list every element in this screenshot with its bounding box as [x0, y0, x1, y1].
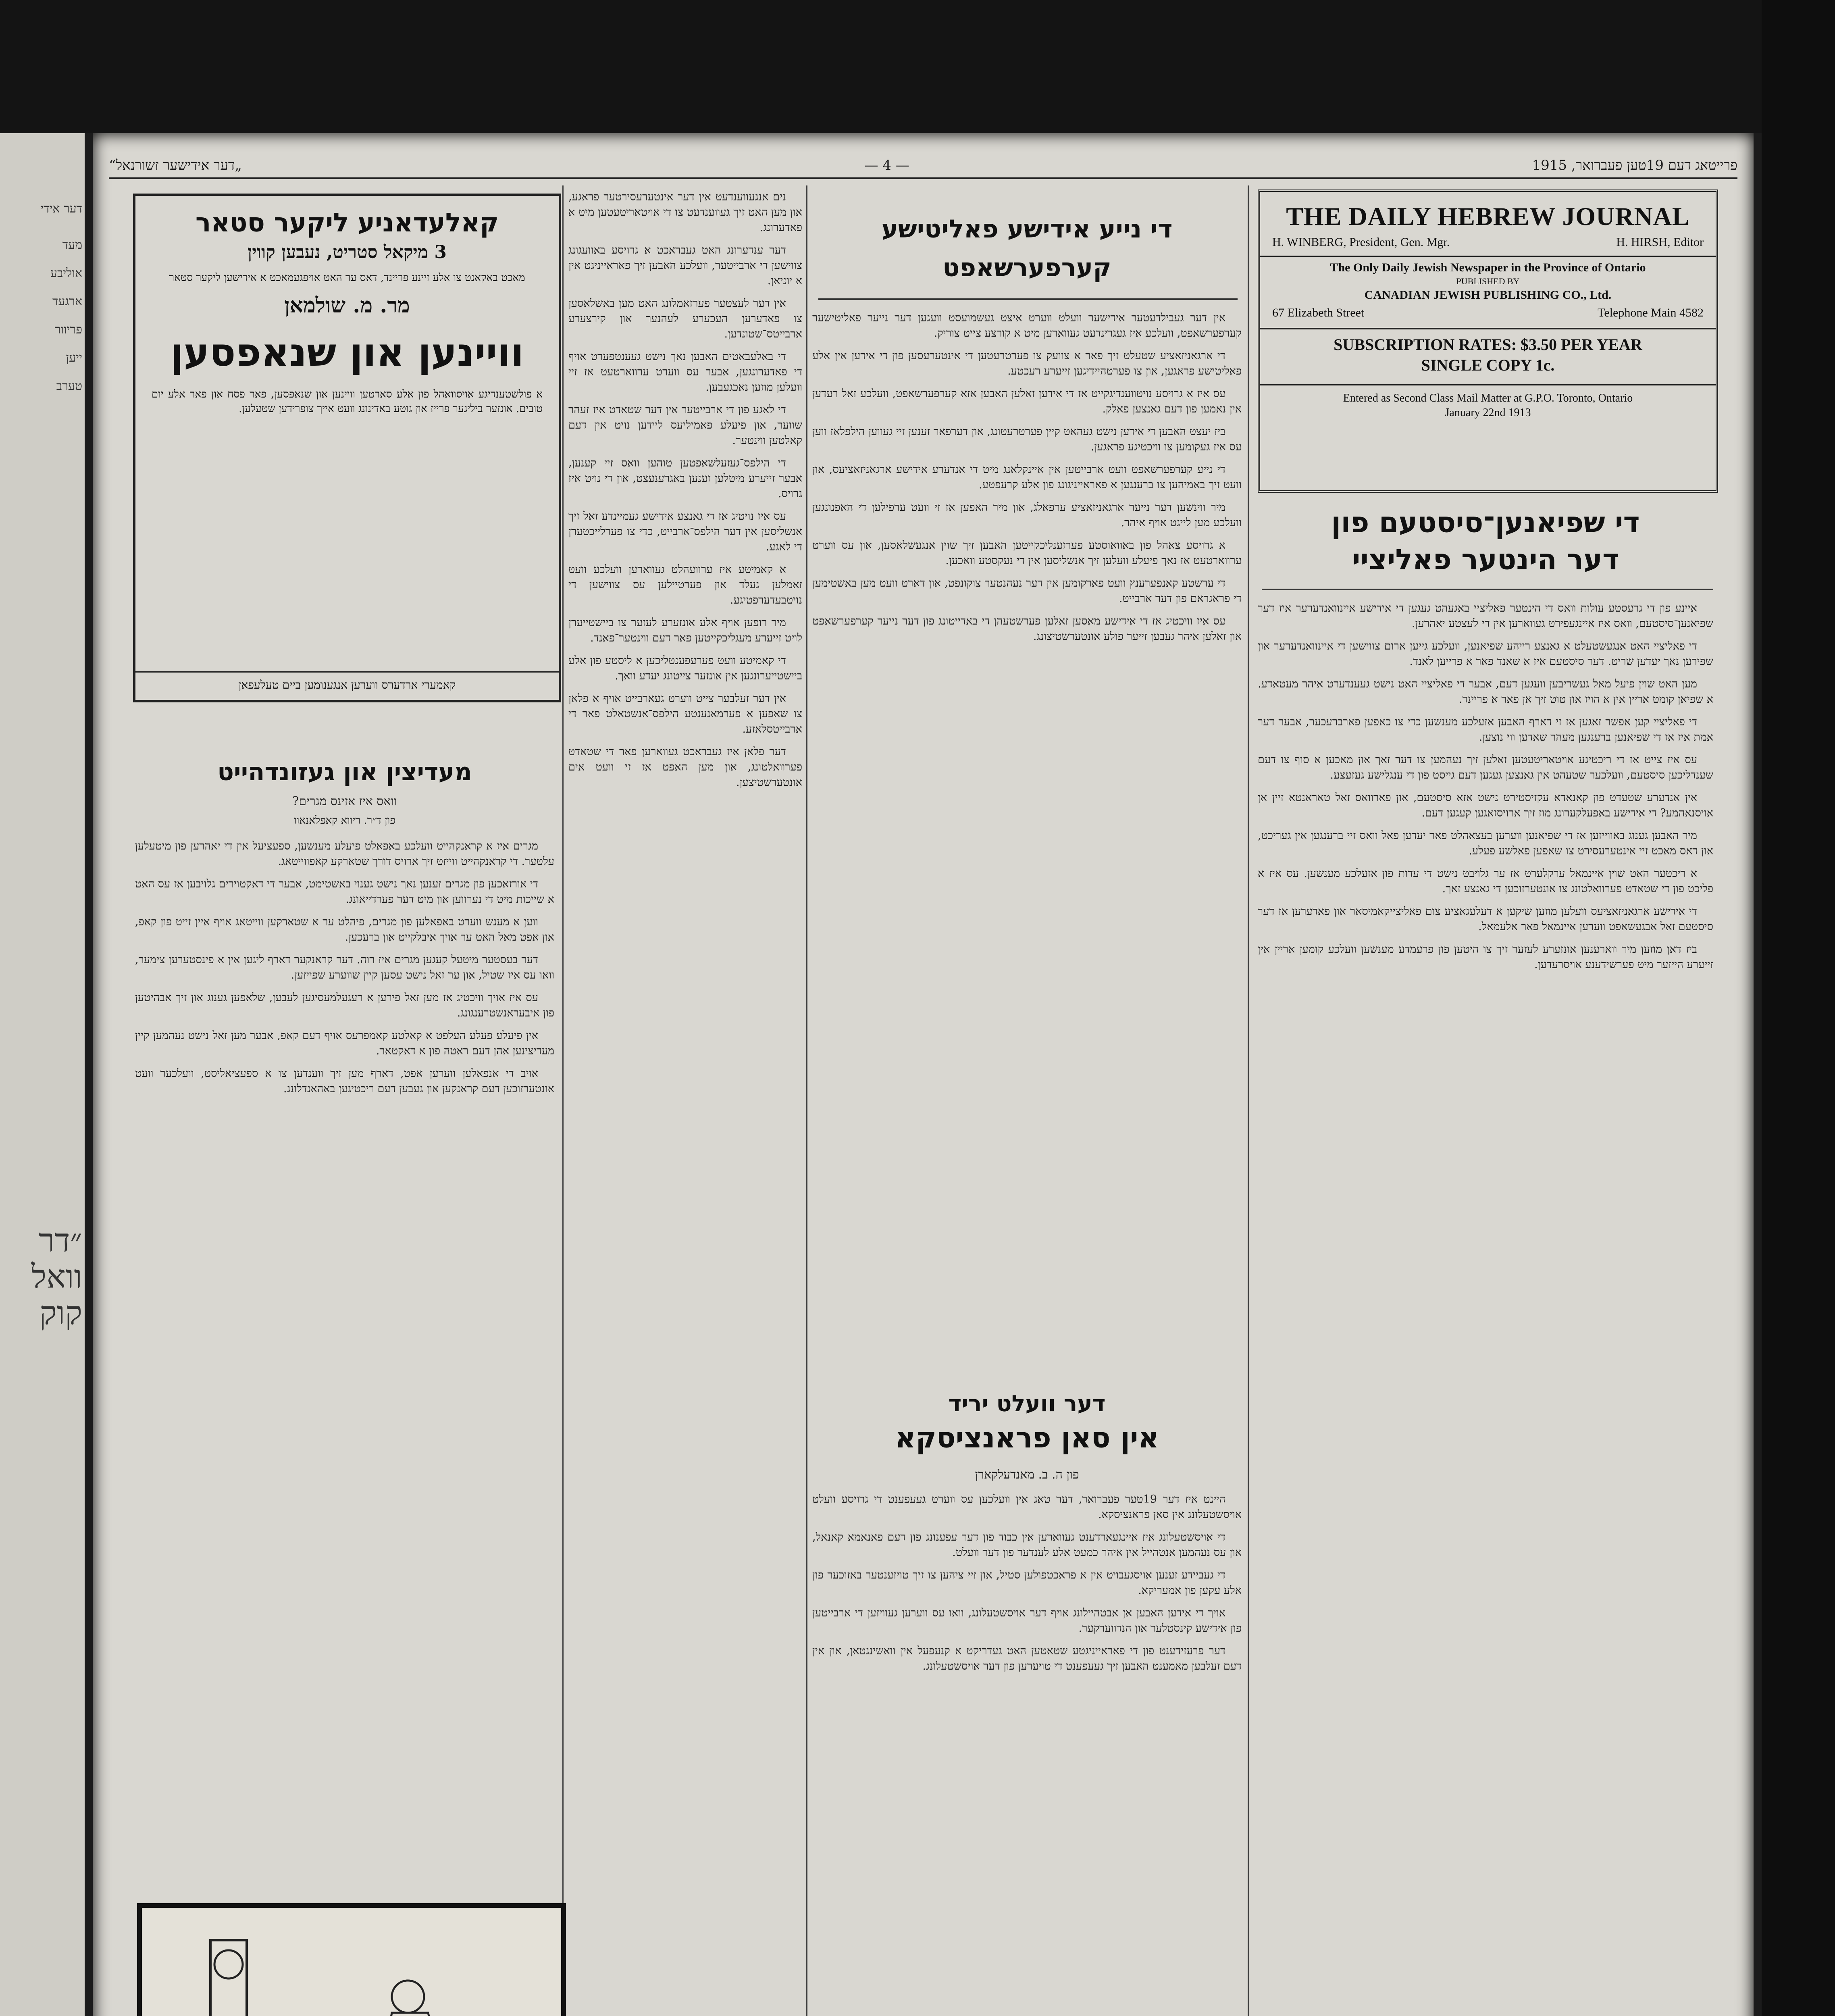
fair-headline-line1: דער וועלט יריד	[948, 1391, 1106, 1417]
newspaper-name: „דער אידישער זשורנאל“	[109, 157, 242, 173]
single-copy-price: SINGLE COPY 1c.	[1421, 356, 1555, 374]
store-footer: קאמערי ארדערס ווערען אנגענומען ביים טעלעפאן	[135, 671, 559, 692]
liquor-store-ad	[133, 194, 561, 702]
store-owner: מר. מ. שולמאן	[284, 293, 410, 318]
political-article-body: אין דער געבילדעטער אידישער וועלט ווערט איצט געשמועסט וועגען דער נייער פאליטישער קערפערשאפט, וועלכע איז געגרינדעט געווארען מיט א קורצע צייט צוריק. די ארגאניזאציע שטעלט זיך פאר א צוועק צו פערטרעטען די אינטערעסען פון די אידען אין אלע פאליטישע פראגען, און צו פערטהיידיגען זייערע רעכטע. עס איז א גרויסע נויטווענדיגקייט אז די אידען זאלען האבען אזא קערפערשאפט, וועלכע זאל רעדען אין נאמען פון דעם גאנצען פאלק. ביז יעצט האבען די אידען נישט געהאט קיין פערטרעטונג, און דערפאר זענען זיי געווען הילפלאז ווען עס איז געקומען צו וויכטיגע פראגען. די נייע קערפערשאפט וועט ארבייטען אין איינקלאנג מיט די אנדערע אידישע ארגאניזאציעס, און וועט זיך באמיהען צו ברענגען א פאראייניגונג פון אלע קרעפטע. מיר ווינשען דער נייער ארגאניזאציע ערפאלג, און מיר האפען אז זי וועט ערפילען די האפנונגען וועלכע מען לייגט אויף איהר. א גרויסע צאהל פון באוואוסטע פערזענליכקייטען האבען זיך שוין אנגעשלאסען, און עס ווערט ערווארטעט אז נאך פיעלע וועלען זיך אנשליסען אין די נעקסטע וואכען. די ערשטע קאנפערענץ וועט פארקומען אין דער נעהנטער צוקונפט, און דארט וועט מען באשטימען די פראגראם פון דער ארבייט. עס איז וויכטיג אז די אידישע מאסען זאלען פערשטעהן די באדייטונג פון דער נייער קערפערשאפט און זאלען איהר געבען זייער פולע אונטערשטיצונג.	[812, 312, 1242, 643]
masthead-tagline: The Only Daily Jewish Newspaper in the Province of Ontario	[1260, 256, 1716, 275]
masthead-president: H. WINBERG, President, Gen. Mgr.	[1272, 235, 1450, 249]
masthead-publisher: CANADIAN JEWISH PUBLISHING CO., Ltd.	[1364, 288, 1612, 302]
masthead-telephone: Telephone Main 4582	[1598, 306, 1704, 319]
postal-entry-notice	[1260, 384, 1716, 420]
worlds-fair-headline	[810, 1387, 1244, 1455]
store-address: 3 מיקאל סטריט, נעבען קווין	[248, 242, 447, 262]
health-headline: מעדיצין און געזונדהייט	[217, 758, 472, 786]
column-rule	[1248, 185, 1249, 2016]
running-head	[109, 153, 1737, 179]
masthead-box	[1258, 190, 1718, 493]
health-subheadline: וואס איז אזינס מגרים?	[292, 794, 397, 808]
headline-rule	[1262, 589, 1713, 590]
column-rule	[562, 185, 564, 2016]
store-intro-text: מאכט באקאנט צו אלע זיינע פריינד, דאס ער האט אויפגעמאכט א אידישען ליקער סטאר	[169, 272, 525, 284]
political-headline-line2: קערפערשאפט	[942, 253, 1111, 282]
cowans-cocoa-ad	[137, 1903, 566, 2016]
headline-rule	[818, 298, 1238, 300]
page-number: — 4 —	[864, 157, 909, 173]
health-byline: פון ד״ר. ריווא קאפלאנאוו	[294, 814, 395, 827]
fair-article-body: היינט איז דער 19טער פעברואר, דער טאג אין וועלכען עס ווערט געעפענט די גרויסע וועלט אויסשטעלונג אין סאן פראנציסקא. די אויסשטעלונג איז איינגעארדענט געווארען אין כבוד פון דער עפענונג פון דעם פאנאמא קאנאל, און עס נעהמען אנטהייל אין איהר כמעט אלע לענדער פון דער וועלט. די געביידע זענען אויסגעבויט אין א פראכטפולען סטיל, און זיי ציהען צו זיך טויזענטער באזוכער פון אלע עקען פון אמעריקא. אויך די אידען האבען אן אבטהיילונג אויף דער אויסשטעלונג, וואו עס ווערען געוויזען די ארבייטען פון אידישע קינסטלער און הנדווערקער. דער פרעזידענט פון די פאראייניגטע שטאטען האט געדריקט א קנעפעל אין וואשינגטאן, און אין דעם זעלבען מאמענט האבען זיך געעפענט די טויערען פון דער אויסשטעלונג.	[812, 1493, 1242, 1672]
continuation-column-body: נים אנגעווענדעט אין דער אינטערעסירטער פראגע, און מען האט זיך געווענדעט צו די אויטאריטעטען מיט א פאדערונג. דער ענדערונג האט געבראכט א גרויסע באוועגונג צווישען די ארבייטער, וועלכע האבען זיך פאראייניגט אין א יוניאן. אין דער לעצטער פערזאמלונג האט מען באשלאסען צו פאדערען העכערע לעהנער און קירצערע ארבייטס־שטונדען. די באלעבאטים האבען נאך נישט געענטפערט אויף די פאדערונגען, אבער עס ווערט ערווארטעט אז זיי וועלען מוזען נאכגעבען. די לאגע פון די ארבייטער אין דער שטאדט איז זעהר שווער, און פיעלע פאמיליעס ליידען נויט אין דעם קאלטען ווינטער. די הילפס־געזעלשאפטען טוהען וואס זיי קענען, אבער זייערע מיטלען זענען באגרענעצט, און די נויט איז גרויס. עס איז נויטיג אז די גאנצע אידישע געמיינדע זאל זיך אנשליסען אין דער הילפס־ארבייט, כדי צו פערלייכטערן די לאגע. א קאמיטע איז ערוועהלט געווארען וועלכע וועט זאמלען געלד און פערטיילען עס צווישען די נויטבעדערפטיגע. מיר רופען אויף אלע אונזערע לעזער צו ביישטייערן לויט זייערע מעגליכקייטען פאר דעם ווינטער־פאנד. די קאמיטע וועט פערעפענטליכען א ליסטע פון אלע ביישטייערונגען אין אונזער צייטונג יעדע וואך. אין דער זעלבער צייט ווערט געארבייט אויף א פלאן צו שאפען א פערמאנענטע הילפס־אנשטאלט פאר די ארבייטסלאזע. דער פלאן איז געבראכט געווארען פאר די שטאדט פערוואלטונג, און מען האפט אז זי וועט אים אונטערשטיצען.	[568, 191, 802, 789]
masthead-editor: H. HIRSH, Editor	[1616, 235, 1704, 249]
adjacent-page-strip: דער אידי מעד אוליבע ארגעד פריוור ייען טערב ״דר וואל קוק	[0, 133, 85, 2016]
masthead-title: THE DAILY HEBREW JOURNAL	[1286, 202, 1690, 231]
health-article-body: מגרים איז א קראנקהייט וועלכע באפאלט פיעלע מענשען, ספעציעל אין די יאהרען פון מיטעלען עלטער. די קראנקהייט ווייזט זיך ארויס דורך שטארקע קאפווייטאג. די אורזאכען פון מגרים זענען נאך נישט גענוי באשטימט, אבער די דאקטוירים גלויבען אז עס האט א שייכות מיט די נערווען און מיט דער פערדייאונג. ווען א מענש ווערט באפאלען פון מגרים, פיהלט ער א שטארקען ווייטאג אויף איין זייט פון קאפ, און אפט מאל האט ער אויך איבלקייט און ברעכען. דער בעסטער מיטעל קעגען מגרים איז רוה. דער קראנקער דארף ליגען אין א פינסטערען צימער, וואו עס איז שטיל, און ער זאל נישט עסען קיין שווערע שפייזען. עס איז אויך וויכטיג אז מען זאל פירען א רעגעלמעסיגען לעבען, שלאפען גענוג און זיך אבהיטען פון איבעראנשטרענגונג. אין פיעלע פעלע העלפט א קאלטע קאמפרעס אויף דעם קאפ, אבער מען זאל נישט נעהמען קיין מעדיצינען אהן דעם ראטה פון א דאקטאר. אויב די אנפאלען ווערען אפט, דארף מען זיך ווענדען צו א ספעציאליסט, וועלכער וועט אונטערזוכען דעם קראנקען און געבען דעם ריכטיגען באהאנדלונג.	[135, 840, 554, 1095]
postal-entry-line: Entered as Second Class Mail Matter at G.P.O. Toronto, Ontario	[1343, 392, 1633, 404]
spying-headline	[1254, 504, 1717, 578]
scan-right-border	[1762, 0, 1835, 2016]
spying-headline-line1: די שפיאנען־סיסטעם פון	[1331, 506, 1640, 539]
masthead-address: 67 Elizabeth Street	[1272, 306, 1365, 319]
masthead-published-by: PUBLISHED BY	[1456, 276, 1520, 286]
subscription-rates: SUBSCRIPTION RATES: $3.50 PER YEAR	[1260, 328, 1716, 354]
fair-headline-line2: אין סאן פראנציסקא	[895, 1421, 1159, 1454]
store-wines-headline: וויינען און שנאפסען	[170, 330, 524, 375]
running-head-date: פרייטאג דעם 19טען פעברואר, 1915	[1532, 157, 1737, 173]
political-headline-line1: די נייע אידישע פאליטישע	[881, 214, 1173, 244]
fair-byline: פון ה. ב. מאנדעלקארן	[975, 1468, 1079, 1482]
column-rule	[806, 185, 807, 2016]
family-illustration	[150, 1916, 553, 2016]
postal-entry-date: January 22nd 1913	[1445, 406, 1531, 419]
store-body-text: א פולשטענדיגע אויסוואהל פון אלע סארטען וויינען און שנאפסען, פאר פסח און פאר אלע יום טובים. אונזער ביליגער פרייז און גוטע באדינונג וועט אייך צופרידען שטעלען.	[152, 388, 543, 415]
store-title: קאלעדאניע ליקער סטאר	[195, 208, 499, 238]
political-body-headline	[810, 210, 1244, 287]
scan-top-border	[0, 0, 1835, 133]
spying-headline-line2: דער הינטער פאליציי	[1352, 543, 1619, 576]
spying-article-body: איינע פון די גרעסטע עולות וואס די הינטער פאליציי באגעהט געגען די אידישע איינוואנדערער איז דער שפיאנען־סיסטעם, וואס איז איינגעפירט געווארען אין די לעצטע יאהרען. די פאליציי האט אנגעשטעלט א גאנצע רייהע שפיאנען, וועלכע גייען ארום צווישען די איינוואנדערער און שפירען נאך יעדען שריט. דער סיסטעם איז א שאנד פאר א פרייען לאנד. מען האט שוין פיעל מאל געשריבען וועגען דעם, אבער די פאליציי האט נישט געענדערט איהר מעטאדע. א שפיאן קומט אריין אין א הויז און טוט זיך אן פאר א פריינד. די פאליציי קען אפשר זאגען אז זי דארף האבען אזעלכע מענשען כדי צו כאפען פארברעכער, אבער דער אמת איז אז די שפיאנען ברענגען מעהר שאדען ווי נוצען. עס איז צייט אז די ריכטיגע אויטאריטעטען זאלען זיך נעהמען צו דער זאך און מאכען א סוף צו דעם שענדליכען סיסטעם, וועלכער שטעהט אין גאנצען געגען דעם גייסט פון די ענגלישע געזעצע. אין אנדערע שטעדט פון קאנאדא עקזיסטירט נישט אזא סיסטעם, און פארוואס זאל טאראנטא זיין אן אויסנאהמע? די אידישע באפעלקערונג מוז זיך ארויסזאגען קעגען דעם. מיר האבען גענוג באווייזען אז די שפיאנען ווערען בעצאהלט פאר יעדען פאל וואס זיי ברענגען אין געריכט, און דאס מאכט זיי אינטערעסירט צו שאפען פאלשע פעלע. א ריכטער האט שוין איינמאל ערקלערט אז ער גלויבט נישט די עדות פון אזעלכע מענשען. עס איז א פליכט פון די שטאדט פערוואלטונג צו אונטערזוכען די גאנצע זאך. די אידישע ארגאניזאציעס וועלען מוזען שיקען א דעלעגאציע צום פאליצייקאמיסאר און פאדערען אז דער סיסטעם זאל אבגעשאפט ווערען איינמאל פאר אלעמאל. ביז דאן מוזען מיר ווארענען אונזערע לעזער זיך צו היטען פון פרעמדע מענשען וועלכע קומען אריין אין זייערע הייזער מיט פערשידענע אויסרעדען.	[1258, 602, 1713, 971]
